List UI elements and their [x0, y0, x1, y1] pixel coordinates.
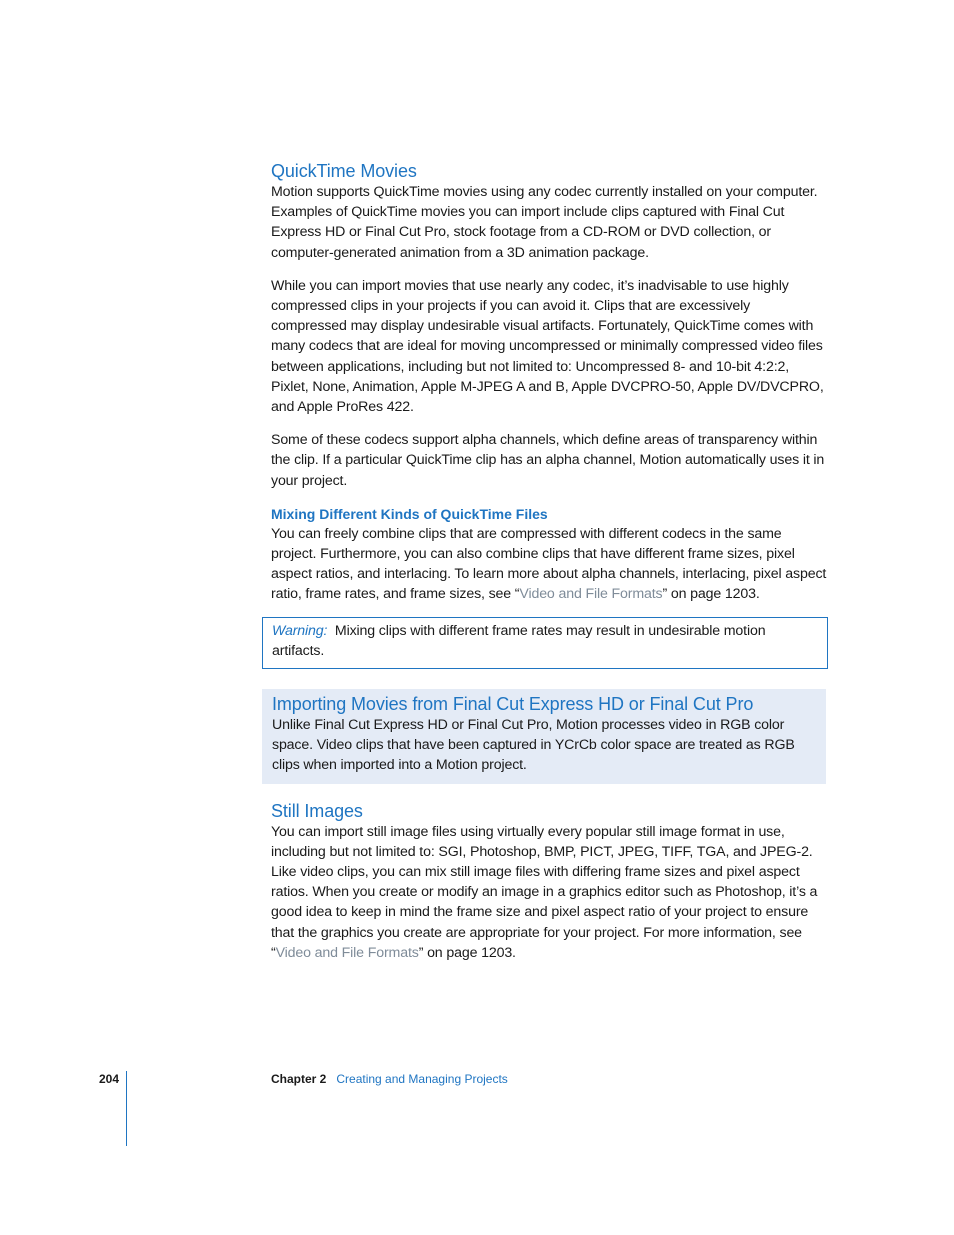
heading-still-images: Still Images — [271, 800, 363, 821]
still-text-after: ” on page 1203. — [418, 944, 516, 961]
page-content — [271, 160, 827, 976]
footer-chapter — [271, 1072, 508, 1086]
paragraph-importing: Unlike Final Cut Express HD or Final Cut Pro, Motion processes video in RGB color space. Video clips that have been captured in YCrCb color space are treated as RGB clips when imported into a Motion project. — [272, 717, 795, 774]
warning-text: Mixing clips with different frame rates may result in undesirable motion artifacts. — [272, 622, 766, 659]
warning-paragraph — [272, 621, 817, 661]
section-mixing-files — [271, 504, 827, 605]
warning-label: Warning: — [272, 622, 328, 639]
paragraph-mixing — [271, 524, 827, 605]
link-video-file-formats[interactable]: Video and File Formats — [519, 586, 663, 603]
paragraph-still-images — [271, 822, 827, 963]
heading-importing-movies: Importing Movies from Final Cut Express HD or Final Cut Pro — [272, 694, 754, 715]
footer-divider — [126, 1071, 127, 1146]
section-still-images — [271, 800, 827, 963]
heading-quicktime-movies: QuickTime Movies — [271, 161, 417, 181]
chapter-label: Chapter 2 — [271, 1072, 327, 1086]
page-number: 204 — [99, 1072, 120, 1086]
mixing-text-before: You can freely combine clips that are compressed with different codecs in the same project. Furthermore, you can also combine clips that have different frame sizes, pixel aspect ratios, and interlacing. To learn more about alpha channels, interlacing, pixel aspect ratio, frame rates, and frame sizes, see “ — [271, 525, 827, 603]
warning-box — [262, 617, 828, 669]
chapter-title[interactable]: Creating and Managing Projects — [336, 1072, 508, 1086]
paragraph-quicktime-intro: Motion supports QuickTime movies using any codec currently installed on your computer. Examples of QuickTime movies you can import include clips captured with Final Cut Express HD or Final Cut Pro, stock footage from a CD-ROM or DVD collection, or computer-generated animation from a 3D animation package. — [271, 184, 818, 261]
section-quicktime-movies — [271, 160, 827, 491]
paragraph-alpha-channels: Some of these codecs support alpha channels, which define areas of transparency within the clip. If a particular QuickTime clip has an alpha channel, Motion automatically uses it in your project. — [271, 432, 825, 489]
link-video-file-formats-2[interactable]: Video and File Formats — [275, 944, 419, 961]
heading-mixing-files: Mixing Different Kinds of QuickTime Files — [271, 505, 548, 522]
section-importing-movies — [262, 689, 826, 784]
paragraph-codec-advice: While you can import movies that use nearly any codec, it’s inadvisable to use highly compressed clips in your projects if you can avoid it. Clips that are excessively compressed may display undesirable visual artifacts. Fortunately, QuickTime comes with many codecs that are ideal for moving uncompressed or minimally compressed video files between applications, including but not limited to: Uncompressed 8- and 10-bit 4:2:2, Pixlet, None, Animation, Apple M-JPEG A and B, Apple DVCPRO-50, Apple DV/DVCPRO, and Apple ProRes 422. — [271, 277, 824, 416]
still-text-before: You can import still image files using virtually every popular still image format in use, including but not limited to: SGI, Photoshop, BMP, PICT, JPEG, TIFF, TGA, and JPEG-2. Like video clips, you can mix still image files with differing frame sizes and pixel aspect ratios. When you create or modify an image in a graphics editor such as Photoshop, it’s a good idea to keep in mind the frame size and pixel aspect ratio of your project to ensure that the graphics you create are appropriate for your project. For more information, see “ — [271, 823, 818, 961]
mixing-text-after: ” on page 1203. — [662, 586, 760, 603]
